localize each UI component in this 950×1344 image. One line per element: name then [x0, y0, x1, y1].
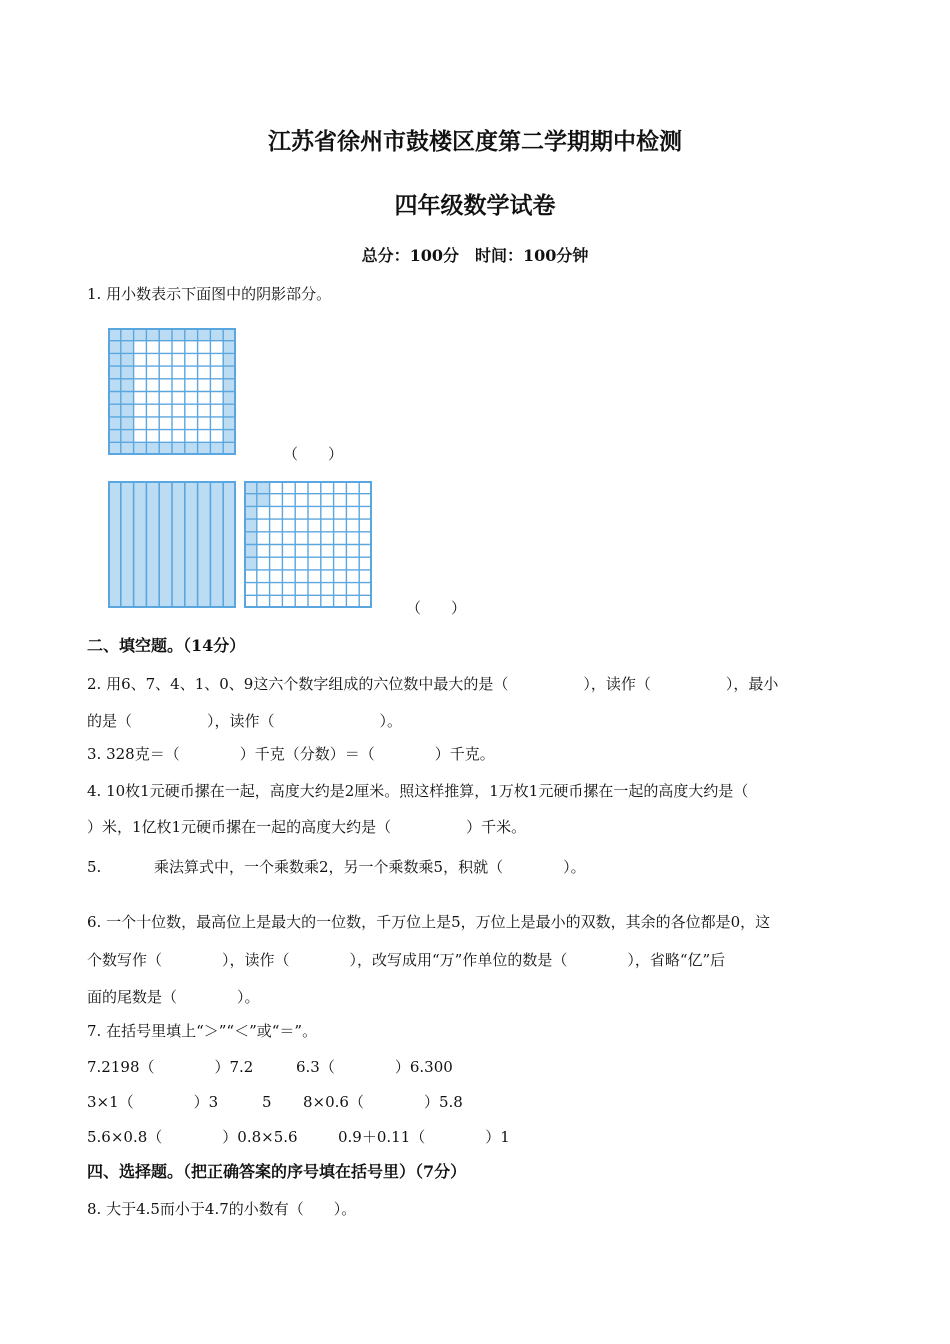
q6-line-3: 面的尾数是（ ）。	[87, 988, 260, 1006]
q6-line-1: 6. 一个十位数，最高位上是最大的一位数，千万位上是5，万位上是最小的双数，其余的各位都是0，这	[87, 913, 771, 931]
title-line-1: 江苏省徐州市鼓楼区度第二学期期中检测	[268, 128, 682, 155]
q4-line-2: ）米，1亿枚1元硬币摞在一起的高度大约是（ ）千米。	[87, 818, 527, 836]
title-line-2: 四年级数学试卷	[394, 192, 556, 219]
q7-row2-mid: 5	[262, 1093, 272, 1111]
section-4-heading: 四、选择题。（把正确答案的序号填在括号里）（7分）	[87, 1162, 467, 1181]
q7-row3-right: 0.9＋0.11（ ）1	[338, 1128, 510, 1146]
q3-line-1: 3. 328克＝（ ）千克（分数）＝（ ）千克。	[87, 745, 495, 763]
q7-row1-right: 6.3（ ）6.300	[296, 1058, 453, 1076]
q1-answer-blank-2: （ ）	[406, 599, 467, 617]
q6-line-2: 个数写作（ ），读作（ ），改写成用“万”作单位的数是（ ），省略“亿”后	[87, 951, 726, 969]
q8-line-1: 8. 大于4.5而小于4.7的小数有（ ）。	[87, 1200, 357, 1218]
section-2-heading: 二、填空题。（14分）	[87, 636, 246, 655]
q7-row2-left: 3×1（ ）3	[87, 1093, 219, 1111]
q2-line-2: 的是（ ），读作（ ）。	[87, 712, 403, 730]
q2-line-1: 2. 用6、7、4、1、0、9这六个数字组成的六位数中最大的是（ ），读作（ ），最小	[87, 675, 779, 693]
hundred-grid-c	[244, 481, 372, 608]
score-time-line: 总分：100分 时间：100分钟	[361, 246, 589, 265]
q1-answer-blank-1: （ ）	[283, 445, 344, 463]
q7-prompt: 7. 在括号里填上“＞”“＜”或“＝”。	[87, 1022, 318, 1040]
q1-prompt: 1. 用小数表示下面图中的阴影部分。	[87, 285, 332, 303]
q7-row3-left: 5.6×0.8（ ）0.8×5.6	[87, 1128, 298, 1146]
q5-text: 乘法算式中，一个乘数乘2，另一个乘数乘5，积就（ ）。	[154, 858, 586, 876]
q7-row2-right: 8×0.6（ ）5.8	[303, 1093, 463, 1111]
hundred-grid-a	[108, 328, 236, 455]
tenths-strip-grid	[108, 481, 236, 608]
q5-number: 5.	[87, 858, 102, 876]
q4-line-1: 4. 10枚1元硬币摞在一起，高度大约是2厘米。照这样推算，1万枚1元硬币摞在一起的高度大约是（	[87, 782, 749, 800]
q7-row1-left: 7.2198（ ）7.2	[87, 1058, 254, 1076]
